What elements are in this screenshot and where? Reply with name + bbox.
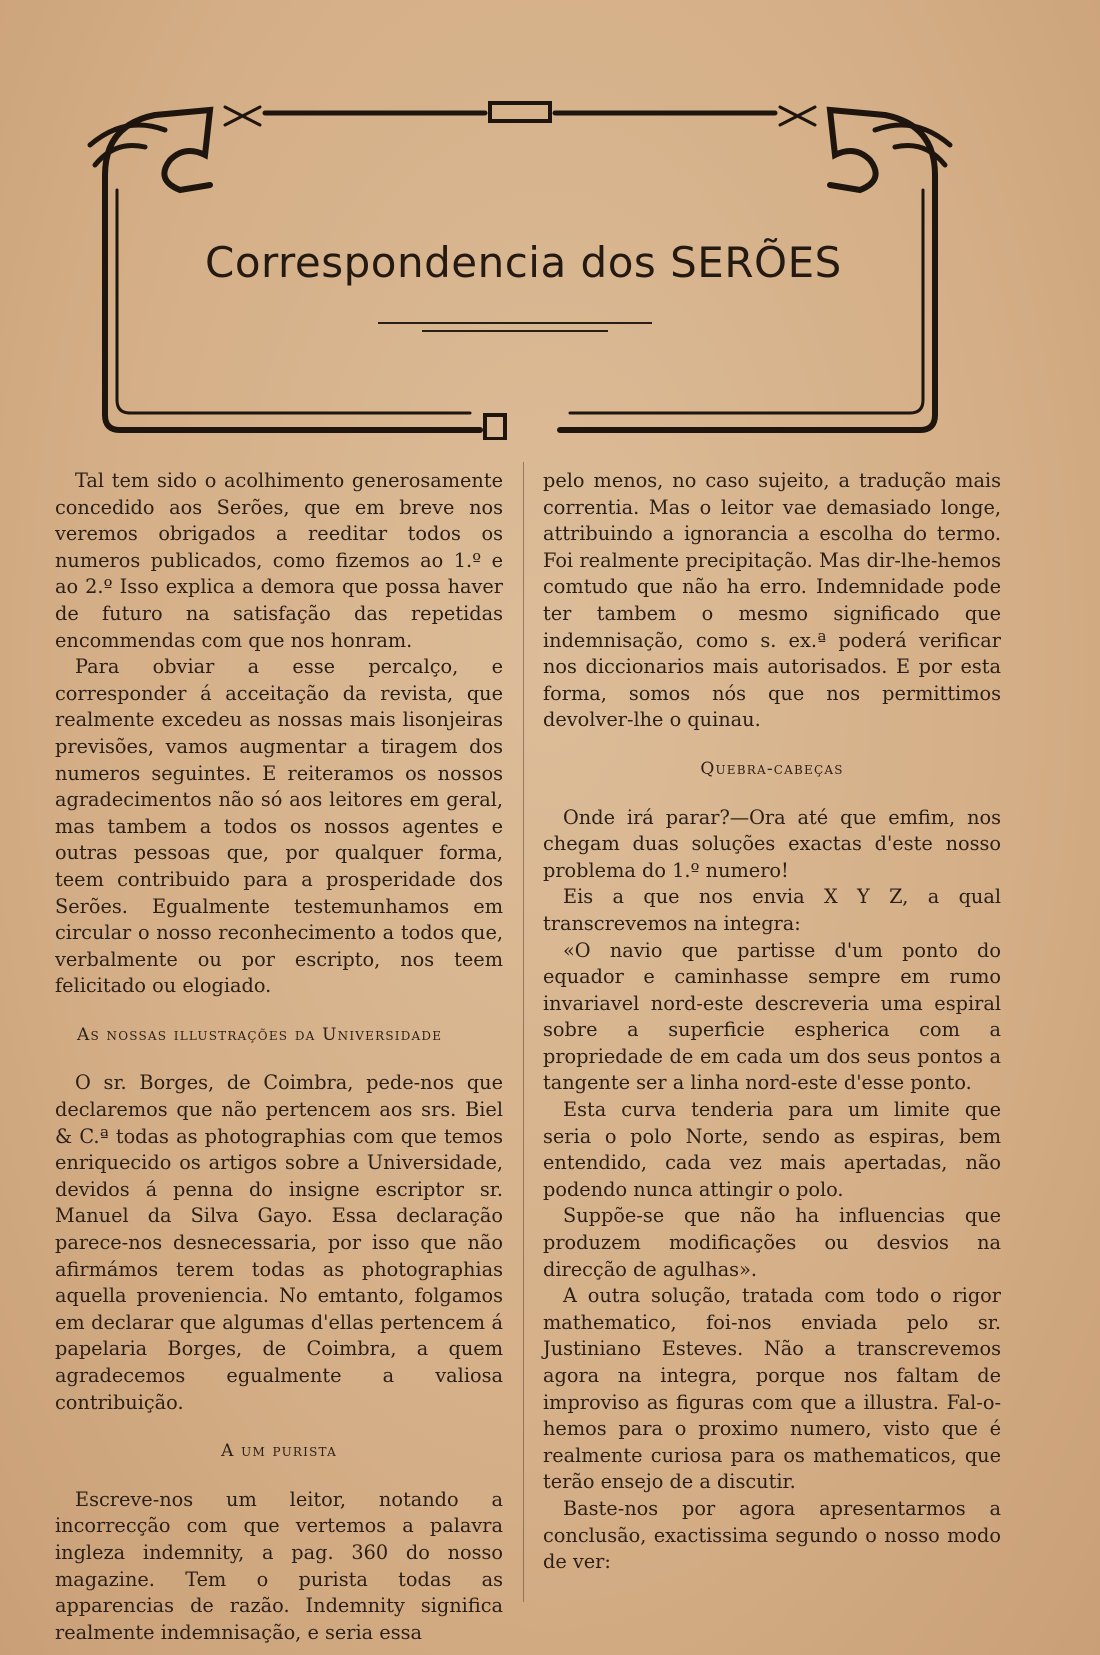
paragraph: Onde irá parar?—Ora até que emfim, nos chegam duas soluções exactas d'este nosso problema do 1.º numero!: [543, 805, 1001, 882]
paragraph: Tal tem sido o acolhimento generosamente concedido aos Serões, que em breve nos veremos obrigados a reeditar todos os numeros publicados, como fizemos ao 1.º e ao 2.º Isso explica a demora que possa haver de futuro na satisfação das repetidas encommendas com que nos honram.: [55, 469, 503, 652]
paragraph: «O navio que partisse d'um ponto do equador e caminhasse sempre em rumo invariavel nord-este descreveria uma espiral sobre a superficie espherica com a propriedade de em cada um dos seus pontos a tangente ser a linha nord-este d'esse ponto.: [543, 938, 1001, 1095]
section-heading: Quebra-cabeças: [700, 758, 844, 779]
paragraph: Escreve-nos um leitor, notando a incorrecção com que vertemos a palavra ingleza indemnity, a pag. 360 do nosso magazine. Tem o purista todas as apparencias de razão. Indemnity significa realmente indemnisação, e seria essa: [55, 1487, 503, 1644]
paragraph: Eis a que nos envia X Y Z, a qual transcrevemos na integra:: [543, 885, 1001, 935]
page-title: Correspondencia dos SERÕES: [205, 238, 842, 287]
paragraph: A outra solução, tratada com todo o rigor mathematico, foi-nos enviada pelo sr. Justiniano Esteves. Não a transcrevemos agora na integra, porque nos faltam de improviso as figuras com que a illustra. Fal-o-hemos para o proximo numero, visto que é realmente curiosa para os mathematicos, que terão ensejo de a discutir.: [543, 1284, 1001, 1494]
title-underline-short: [422, 330, 608, 332]
paragraph: pelo menos, no caso sujeito, a tradução mais correntia. Mas o leitor vae demasiado longe, attribuindo a ignorancia a escolha do termo. Foi realmente precipitação. Mas dir-lhe-hemos comtudo que não ha erro. Indemnidade pode ter tambem o mesmo significado que indemnisação, como s. ex.ª poderá verificar nos diccionarios mais autorisados. E por esta forma, somos nós que nos permittimos devolver-lhe o quinau.: [543, 469, 1001, 732]
left-column: [55, 468, 503, 1646]
column-divider: [523, 462, 524, 1602]
paragraph: Suppõe-se que não ha influencias que produzem modificações ou desvios na direcção de agulhas».: [543, 1204, 1001, 1281]
paragraph: Para obviar a esse percalço, e corresponder á acceitação da revista, que realmente excedeu as nossas mais lisonjeiras previsões, vamos augmentar a tiragem dos numeros seguintes. E reiteramos os nossos agradecimentos não só aos leitores em geral, mas tambem a todos os nossos agentes e outras pessoas que, por qualquer forma, teem contribuido para a prosperidade dos Serões. Egualmente testemunhamos em circular o nosso reconhecimento a todos que, verbalmente ou por escripto, nos teem felicitado ou elogiado.: [55, 655, 503, 998]
paragraph: Esta curva tenderia para um limite que seria o polo Norte, sendo as espiras, bem entendido, cada vez mais apertadas, não podendo nunca attingir o polo.: [543, 1098, 1001, 1201]
paragraph: O sr. Borges, de Coimbra, pede-nos que declaremos que não pertencem aos srs. Biel & C.ª todas as photographias com que temos enriquecido os artigos sobre a Universidade, devidos á penna do insigne escriptor sr. Manuel da Silva Gayo. Essa declaração parece-nos desnecessaria, por isso que não afirmámos terem todas as photographias aquella proveniencia. No emtanto, folgamos em declarar que algumas d'ellas pertencem á papelaria Borges, de Coimbra, a quem agradecemos egualmente a valiosa contribuição.: [55, 1071, 503, 1414]
paragraph: Baste-nos por agora apresentarmos a conclusão, exactissima segundo o nosso modo de ver:: [543, 1496, 1001, 1574]
title-underline: [378, 322, 652, 324]
section-heading: As nossas illustrações da Universidade: [77, 1024, 443, 1045]
section-heading: A um purista: [221, 1441, 337, 1462]
right-column: [543, 468, 1001, 1576]
